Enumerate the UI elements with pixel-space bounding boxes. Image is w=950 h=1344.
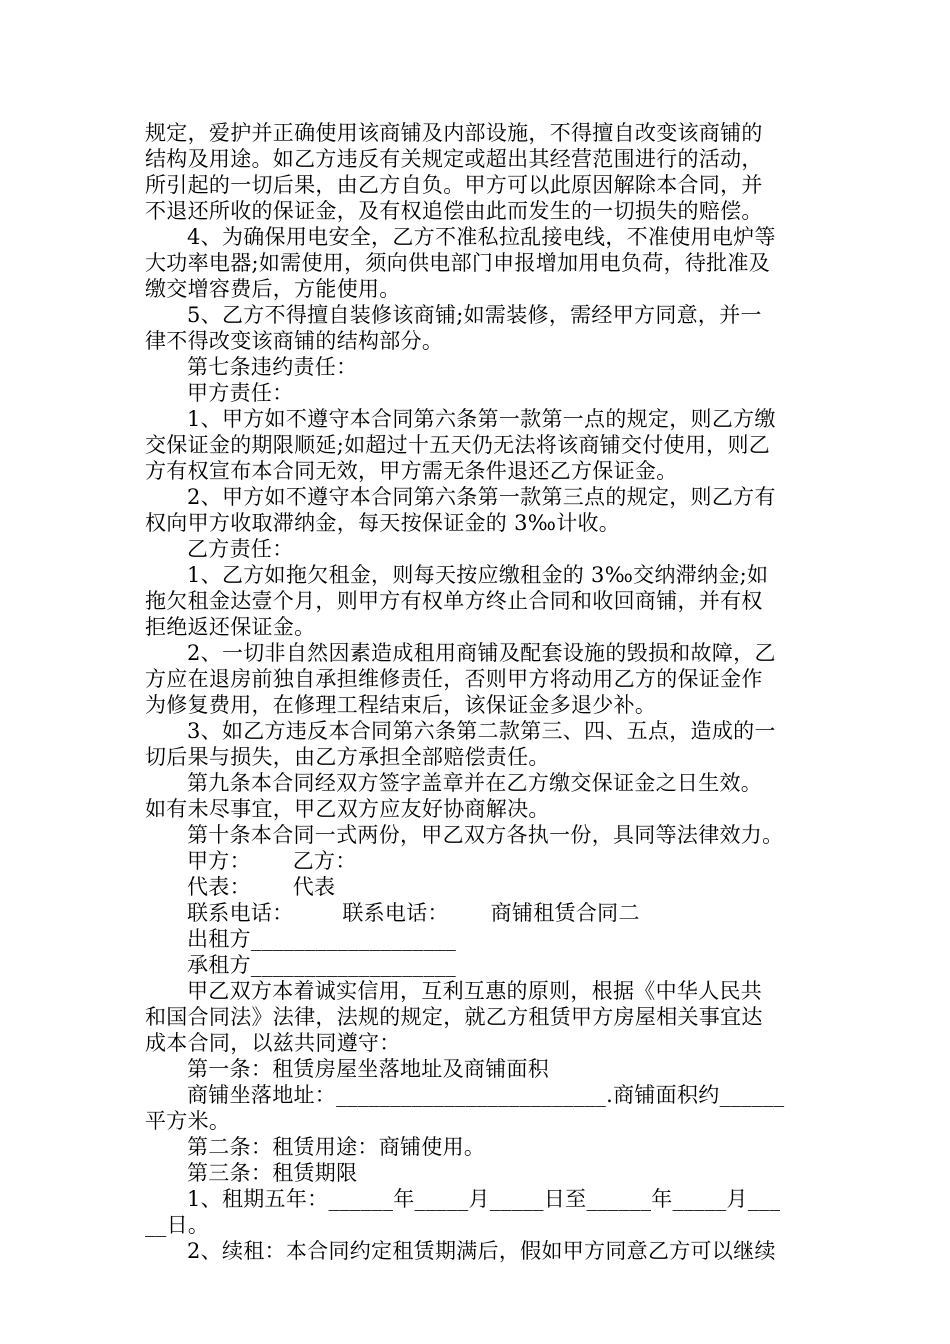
text-line: 平方米。: [145, 1109, 231, 1133]
signature-line: 甲方： 乙方：: [187, 849, 357, 873]
signature-line: 代表： 代表: [187, 875, 336, 899]
subsection-heading: 乙方责任：: [187, 537, 294, 561]
text-line: 2、一切非自然因素造成租用商铺及配套设施的毁损和故障，乙: [187, 641, 776, 665]
text-line: 1、租期五年：______年_____月_____日至______年_____月___: [187, 1187, 781, 1211]
text-line: 1、甲方如不遵守本合同第六条第一款第一点的规定，则乙方缴: [187, 407, 776, 431]
text-line: 为修复费用，在修理工程结束后，该保证金多退少补。: [145, 693, 657, 717]
text-line: 缴交增容费后，方能使用。: [145, 277, 401, 301]
text-line: 拒绝返还保证金。: [145, 615, 316, 639]
text-line: 甲乙双方本着诚实信用，互利互惠的原则，根据《中华人民共: [187, 979, 763, 1003]
section-heading: 第一条：租赁房屋坐落地址及商铺面积: [187, 1057, 550, 1081]
text-line: 方有权宣布本合同无效，甲方需无条件退还乙方保证金。: [145, 459, 678, 483]
text-line: 成本合同，以兹共同遵守：: [145, 1031, 401, 1055]
text-line: 不退还所收的保证金，及有权追偿由此而发生的一切损失的赔偿。: [145, 199, 763, 223]
section-heading: 第七条违约责任：: [187, 355, 358, 379]
text-line: 和国合同法》法律，法规的规定，就乙方租赁甲方房屋相关事宜达: [145, 1005, 763, 1029]
text-line: 权向甲方收取滞纳金，每天按保证金的 3‰计收。: [145, 511, 621, 535]
text-line: 3、如乙方违反本合同第六条第二款第三、四、五点，造成的一: [187, 719, 776, 743]
text-line: 2、甲方如不遵守本合同第六条第一款第三点的规定，则乙方有: [187, 485, 776, 509]
party-line: 出租方___________________: [187, 927, 457, 951]
text-line: 交保证金的期限顺延;如超过十五天仍无法将该商铺交付使用，则乙: [145, 433, 771, 457]
text-line: 5、乙方不得擅自装修该商铺;如需装修，需经甲方同意，并一: [187, 303, 762, 327]
text-line: 所引起的一切后果，由乙方自负。甲方可以此原因解除本合同，并: [145, 173, 763, 197]
text-line: 结构及用途。如乙方违反有关规定或超出其经营范围进行的活动，: [145, 147, 763, 171]
contract-body: [145, 120, 810, 1264]
section-heading: 第九条本合同经双方签字盖章并在乙方缴交保证金之日生效。: [187, 771, 763, 795]
section-heading: 第二条：租赁用途：商铺使用。: [187, 1135, 486, 1159]
section-heading: 第三条：租赁期限: [187, 1161, 358, 1185]
text-line: 大功率电器;如需使用，须向供电部门申报增加用电负荷，待批准及: [145, 251, 771, 275]
party-line: 承租方___________________: [187, 953, 457, 977]
text-line: 1、乙方如拖欠租金，则每天按应缴租金的 3‰交纳滞纳金;如: [187, 563, 769, 587]
text-line: 规定，爱护并正确使用该商铺及内部设施，不得擅自改变该商铺的: [145, 121, 763, 145]
subsection-heading: 甲方责任：: [187, 381, 294, 405]
text-line: __日。: [145, 1213, 210, 1237]
text-line: 如有未尽事宜，甲乙双方应友好协商解决。: [145, 797, 550, 821]
text-line: 2、续租：本合同约定租赁期满后，假如甲方同意乙方可以继续: [187, 1239, 776, 1263]
text-line: 拖欠租金达壹个月，则甲方有权单方终止合同和收回商铺，并有权: [145, 589, 763, 613]
signature-line: 联系电话： 联系电话： 商铺租赁合同二: [187, 901, 640, 925]
text-line: 4、为确保用电安全，乙方不准私拉乱接电线，不准使用电炉等: [187, 225, 776, 249]
text-line: 律不得改变该商铺的结构部分。: [145, 329, 444, 353]
text-line: 切后果与损失，由乙方承担全部赔偿责任。: [145, 745, 550, 769]
section-heading: 第十条本合同一式两份，甲乙双方各执一份，具同等法律效力。: [187, 823, 784, 847]
text-line: 商铺坐落地址：_________________________.商铺面积约______: [187, 1083, 785, 1107]
text-line: 方应在退房前独自承担维修责任，否则甲方将动用乙方的保证金作: [145, 667, 763, 691]
